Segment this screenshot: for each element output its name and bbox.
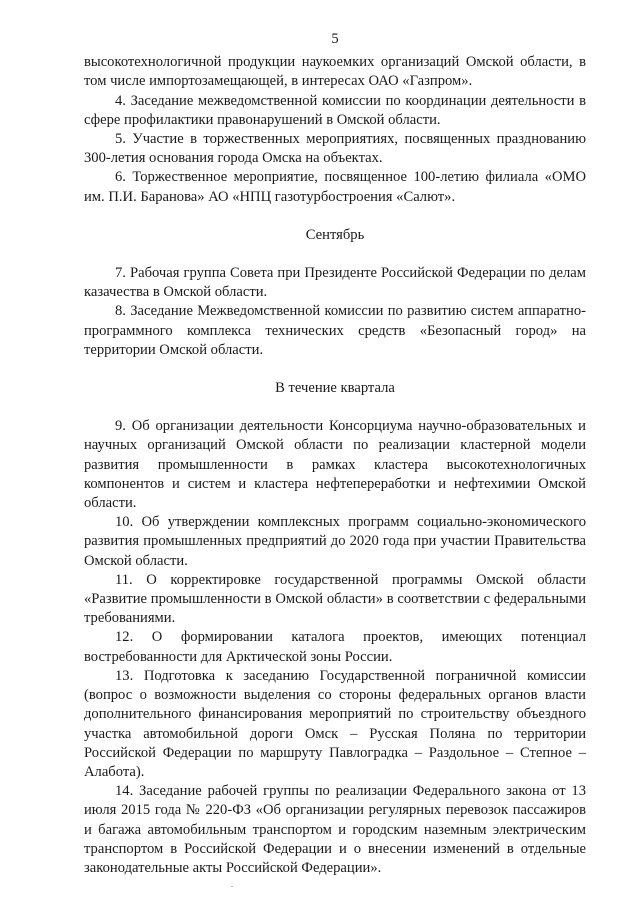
section-heading-september: Сентябрь xyxy=(305,226,365,243)
paragraph-continuation: высокотехнологичной продукции наукоемких организаций Омской области, в том числе импортозамещающей, в интересах ОАО «Газпром». xyxy=(84,54,586,90)
list-item-4: 4. Заседание межведомственной комиссии по координации деятельности в сфере профилактики правонарушений в Омской области. xyxy=(84,92,586,128)
list-item-12: 12. О формировании каталога проектов, имеющих потенциал востребованности для Арктической зоны России. xyxy=(84,629,586,665)
list-item-5: 5. Участие в торжественных мероприятиях, посвященных празднованию 300-летия основания города Омска на объектах. xyxy=(84,131,586,167)
list-item-9: 9. Об организации деятельности Консорциума научно-образовательных и научных организаций Омской области по реализации кластерной модели развития промышленности в рамках кластера высокотехнологичных компонентов и систем и кластера нефтепереработки и нефтехимии Омской области. xyxy=(84,418,586,512)
list-item-8: 8. Заседание Межведомственной комиссии по развитию систем аппаратно-программного комплекса технических средств «Безопасный город» на территории Омской области. xyxy=(84,303,586,358)
document-page xyxy=(84,30,586,878)
scan-speck xyxy=(231,886,233,887)
list-item-6: 6. Торжественное мероприятие, посвященное 100-летию филиала «ОМО им. П.И. Баранова» АО «НПЦ газотурбостроения «Салют». xyxy=(84,169,586,205)
list-item-11: 11. О корректировке государственной программы Омской области «Развитие промышленности в Омской области» в соответствии с федеральными требованиями. xyxy=(84,571,586,627)
page-number: 5 xyxy=(331,31,339,47)
list-item-10: 10. Об утверждении комплексных программ социально-экономического развития промышленных предприятий до 2020 года при участии Правительства Омской области. xyxy=(84,514,586,569)
list-item-13: 13. Подготовка к заседанию Государственной пограничной комиссии (вопрос о возможности выделения со стороны федеральных органов власти дополнительного финансирования мероприятий по строительству объездного участка автомобильной дороги Омск – Русская Поляна по территории Российской Федерации по маршруту Павлоградка – Раздольное – Степное – Алабота). xyxy=(84,667,586,780)
list-item-14: 14. Заседание рабочей группы по реализации Федерального закона от 13 июля 2015 года № 220-ФЗ «Об организации регулярных перевозок пассажиров и багажа автомобильным транспортом и городским наземным электрическим транспортом в Российской Федерации и о внесении изменений в отдельные законодательные акты Российской Федерации». xyxy=(84,783,586,876)
list-item-7: 7. Рабочая группа Совета при Президенте Российской Федерации по делам казачества в Омской области. xyxy=(84,265,586,301)
section-heading-quarter: В течение квартала xyxy=(275,380,395,397)
